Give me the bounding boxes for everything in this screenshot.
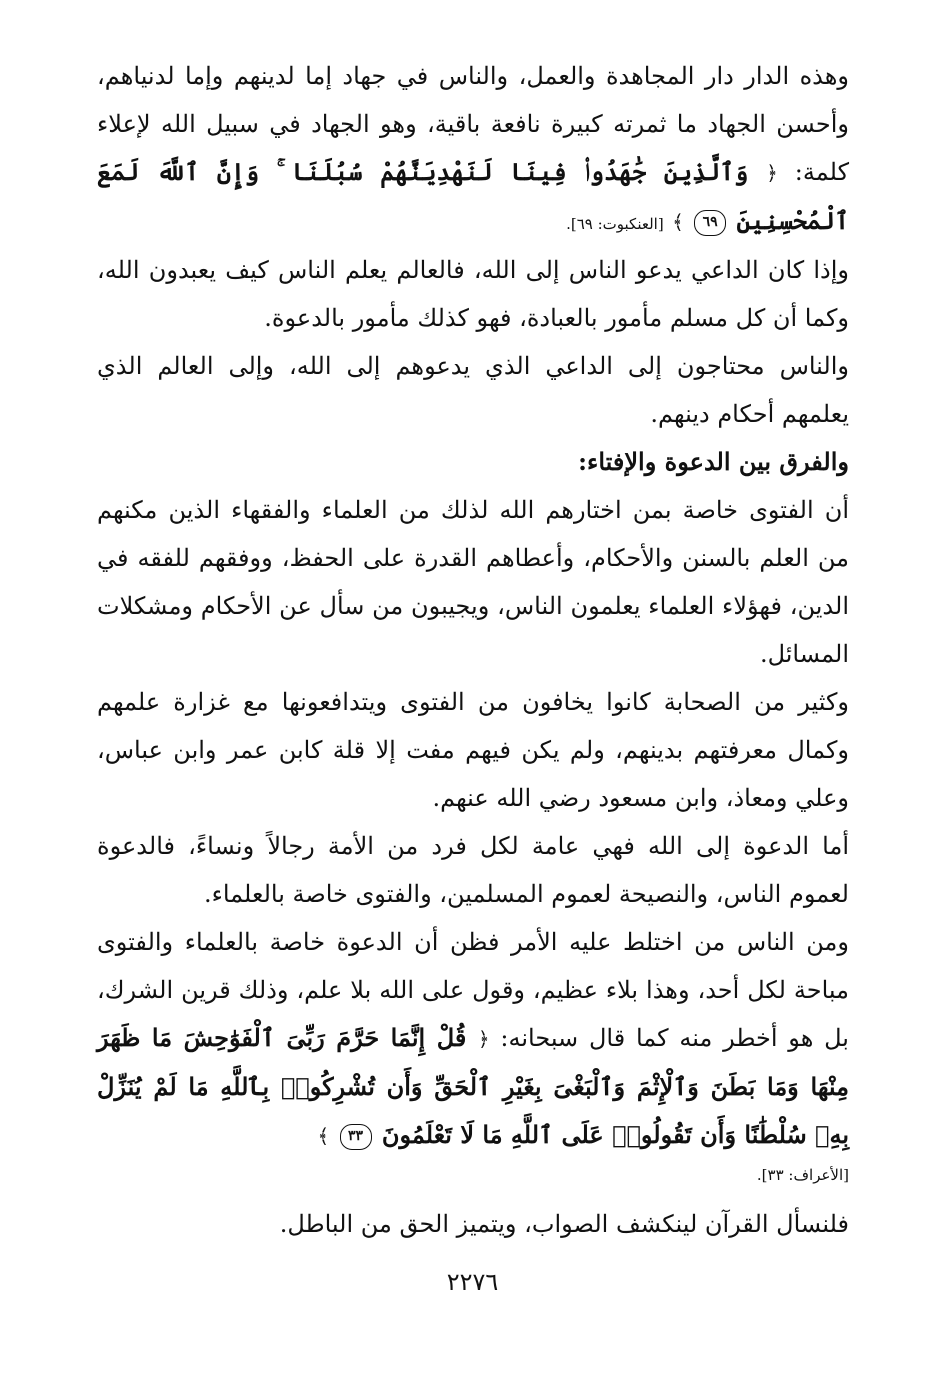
ayah-number-badge: ٣٣ bbox=[340, 1124, 372, 1150]
paragraph-1-text: وهذه الدار دار المجاهدة والعمل، والناس في جهاد إما لدينهم وإما لدنياهم، وأحسن الجهاد ما ثمرته كبيرة نافعة باقية، وهو الجهاد في سبيل الله لإعلاء bbox=[97, 62, 849, 138]
paragraph-8: فلنسأل القرآن لينكشف الصواب، ويتميز الحق من الباطل. bbox=[279, 1210, 849, 1238]
ayah-number-badge: ٦٩ bbox=[694, 210, 726, 236]
quran-verse-1-text: وَٱلَّذِينَ جَٰهَدُوا۟ فِينَا لَنَهْدِيَنَّهُمْ سُبُلَنَا ۚ وَإِنَّ ٱللَّهَ لَمَعَ ٱلْمُحْسِنِينَ bbox=[97, 157, 849, 235]
paragraph-5: وكثير من الصحابة كانوا يخافون من الفتوى ويتدافعونها مع غزارة علمهم وكمال معرفتهم بدينهم، ولم يكن فيهم مفت إلا قلة كابن عمر وابن عباس، وعلي ومعاذ، وابن مسعود رضي الله عنهم. bbox=[97, 688, 849, 812]
paragraph-4: أن الفتوى خاصة بمن اختارهم الله لذلك من العلماء والفقهاء الذين مكنهم من العلم بالسنن والأحكام، وأعطاهم القدرة على الحفظ، ووفقهم للفقه في الدين، فهؤلاء العلماء يعلمون الناس، ويجيبون من سأل عن الأحكام ومشكلات المسائل. bbox=[97, 496, 850, 668]
quran-verse-1 bbox=[97, 157, 849, 235]
verse-1-reference: [العنكبوت: ٦٩]. bbox=[566, 215, 664, 233]
paragraph-3: والناس محتاجون إلى الداعي الذي يدعوهم إلى الله، وإلى العالم الذي يعلمهم أحكام دينهم. bbox=[97, 352, 849, 428]
verse-close-ornament: ﴾ bbox=[672, 210, 684, 234]
quran-verse-2-text: قُلْ إِنَّمَا حَرَّمَ رَبِّىَ ٱلْفَوَٰحِشَ مَا ظَهَرَ مِنْهَا وَمَا بَطَنَ وَٱلْإِثْمَ وَٱلْبَغْىَ بِغَيْرِ ٱلْحَقِّ وَأَن تُشْرِكُوا۟ بِٱللَّهِ مَا لَمْ يُنَزِّلْ بِهِۦ سُلْطَٰنًا وَأَن تَقُولُوا۟ عَلَى ٱللَّهِ مَا لَا تَعْلَمُونَ bbox=[97, 1023, 849, 1149]
paragraph-1 bbox=[97, 52, 849, 246]
paragraph-7-text: ومن الناس من اختلط عليه الأمر فظن أن الدعوة خاصة بالعلماء والفتوى مباحة لكل أحد، وهذا بلاء عظيم، وقول على الله بلا علم، وذلك قرين الشرك، بل هو أخطر منه كما قال سبحانه: bbox=[97, 928, 849, 1052]
verse-close-ornament: ﴾ bbox=[317, 1124, 330, 1148]
verse-open-ornament: ﴿ bbox=[477, 1027, 490, 1051]
paragraph-6: أما الدعوة إلى الله فهي عامة لكل فرد من الأمة رجالاً ونساءً، فالدعوة لعموم الناس، والنصيحة لعموم المسلمين، والفتوى خاصة بالعلماء. bbox=[97, 832, 849, 908]
page-body bbox=[97, 52, 849, 1248]
verse-2-reference: [الأعراف: ٣٣]. bbox=[756, 1166, 849, 1184]
paragraph-2: وإذا كان الداعي يدعو الناس إلى الله، فالعالم يعلم الناس كيف يعبدون الله، وكما أن كل مسلم مأمور بالعبادة، فهو كذلك مأمور بالدعوة. bbox=[97, 256, 849, 332]
verse-open-ornament: ﴿ bbox=[766, 161, 778, 185]
paragraph-1-lead: كلمة: bbox=[794, 158, 849, 186]
section-heading: والفرق بين الدعوة والإفتاء: bbox=[578, 447, 849, 476]
paragraph-7 bbox=[97, 918, 849, 1160]
page-number: ٢٢٧٦ bbox=[446, 1268, 499, 1296]
